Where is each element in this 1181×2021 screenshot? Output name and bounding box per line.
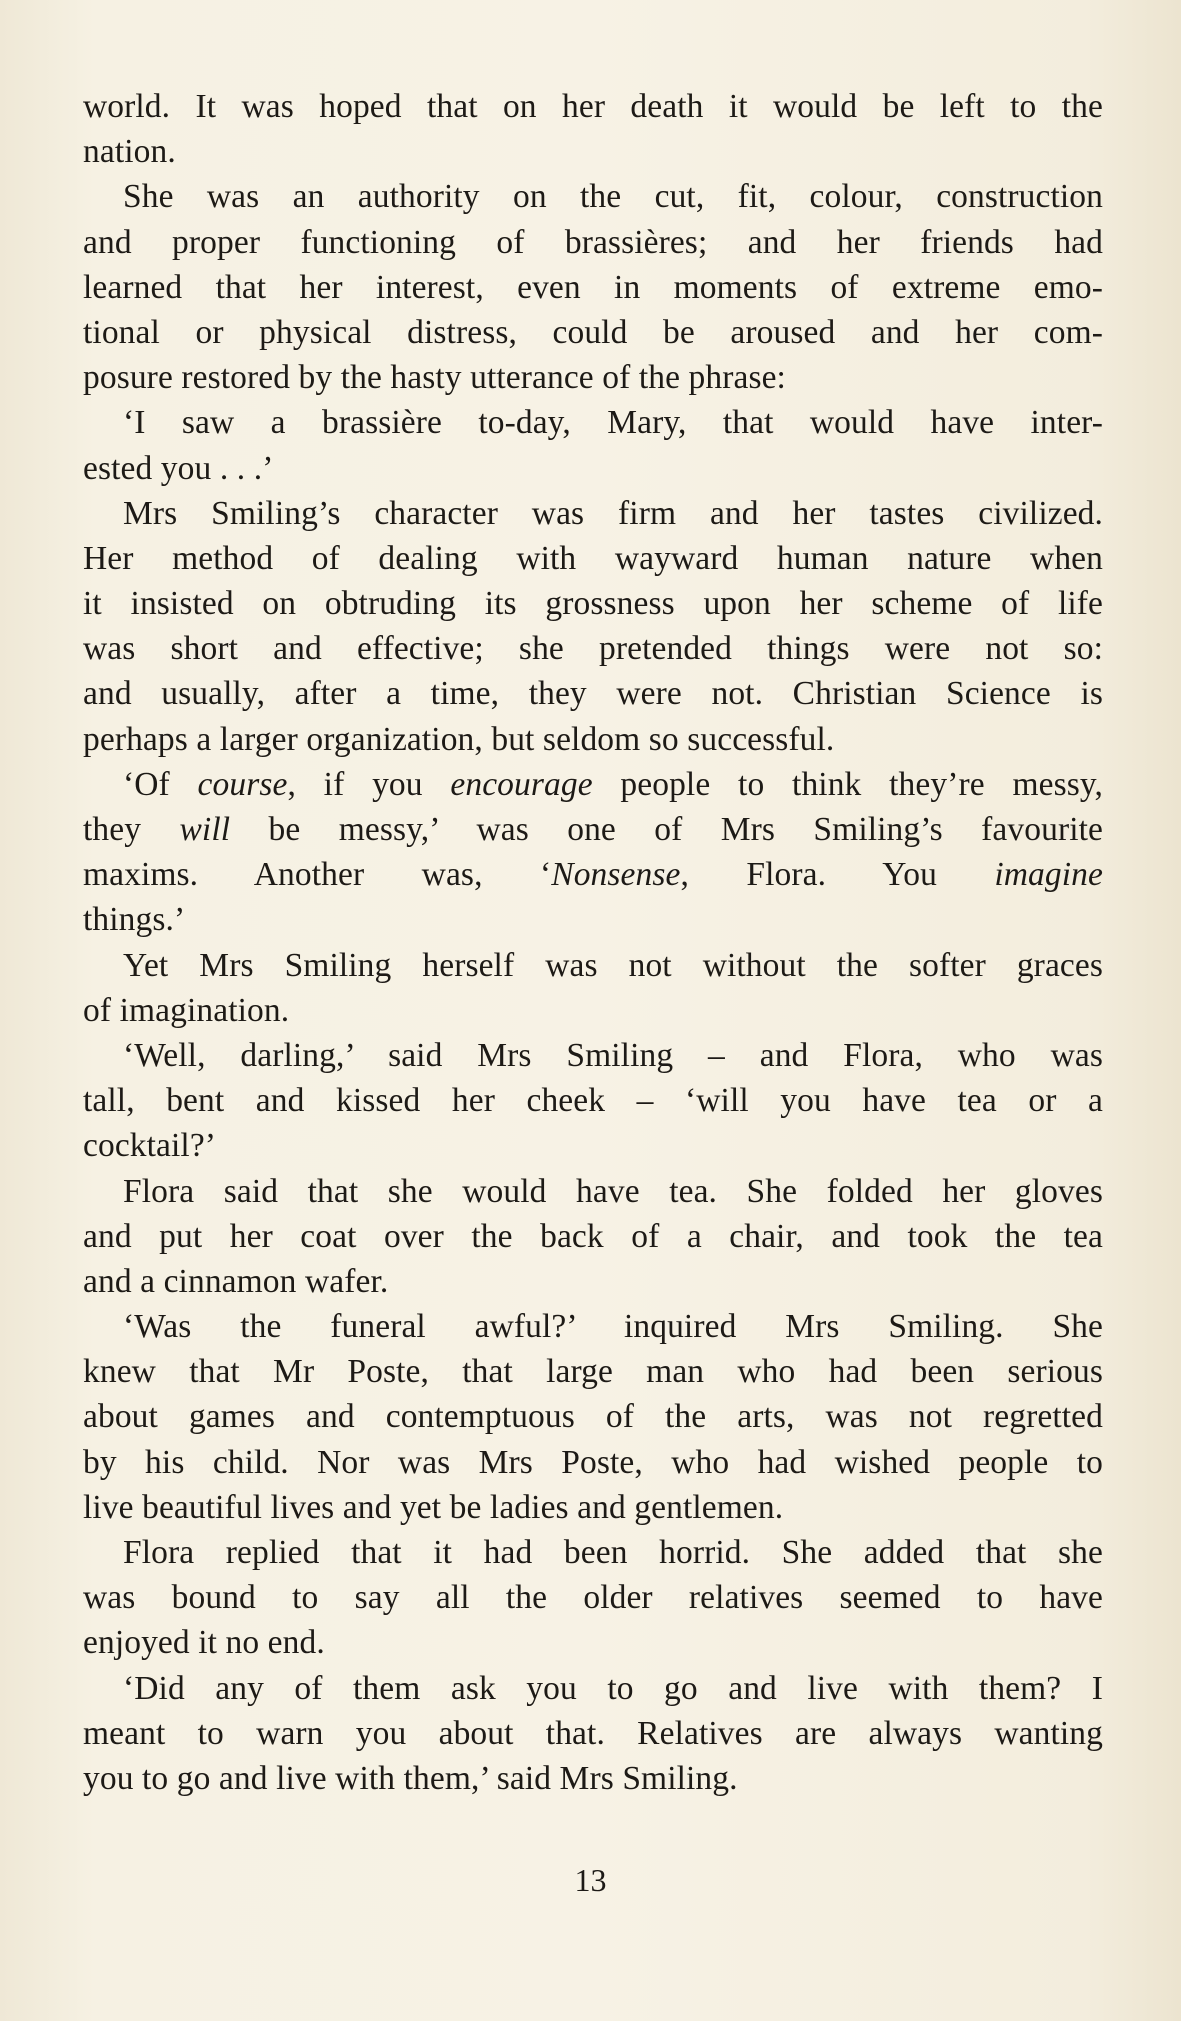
text-line: posure restored by the hasty utterance of the phrase: <box>83 359 786 397</box>
text-line: tional or physical distress, could be aroused and her com- <box>83 313 1103 351</box>
text-line: tall, bent and kissed her cheek – ‘will you have tea or a <box>83 1082 1103 1120</box>
text-line: by his child. Nor was Mrs Poste, who had wished people to <box>83 1443 1103 1481</box>
text-line: Flora replied that it had been horrid. She added that she <box>123 1534 1103 1571</box>
text-line: meant to warn you about that. Relatives are always wanting <box>83 1714 1103 1752</box>
text-line: was short and effective; she pretended things were not so: <box>83 630 1103 668</box>
text-line: ‘I saw a brassière to-day, Mary, that would have inter- <box>123 404 1103 442</box>
text-line: cocktail?’ <box>83 1127 217 1165</box>
text-line: and a cinnamon wafer. <box>83 1262 389 1300</box>
text-line: knew that Mr Poste, that large man who had been serious <box>83 1353 1103 1391</box>
text-line: about games and contemptuous of the arts, was not regretted <box>83 1398 1103 1436</box>
text-line: world. It was hoped that on her death it would be left to the <box>83 88 1103 125</box>
text-line: ested you . . .’ <box>83 449 274 487</box>
text-line: ‘Did any of them ask you to go and live with them? I <box>123 1669 1103 1707</box>
text-line: you to go and live with them,’ said Mrs Smiling. <box>83 1759 738 1797</box>
text-line: learned that her interest, even in moments of extreme emo- <box>83 268 1103 306</box>
text-line: perhaps a larger organization, but seldom so successful. <box>83 720 835 758</box>
text-line: Mrs Smiling’s character was firm and her tastes civilized. <box>123 494 1103 532</box>
text-line: and usually, after a time, they were not. Christian Science is <box>83 675 1103 713</box>
text-line: nation. <box>83 133 176 171</box>
text-line: enjoyed it no end. <box>83 1624 325 1662</box>
text-line: maxims. Another was, ‘Nonsense, Flora. You imagine <box>83 856 1103 894</box>
text-line: was bound to say all the older relatives seemed to have <box>83 1579 1103 1617</box>
text-line: they will be messy,’ was one of Mrs Smiling’s favourite <box>83 811 1103 848</box>
emphasis: Nonsense <box>551 856 681 894</box>
text-lines-bottom <box>83 897 1103 1801</box>
text-line: ‘Well, darling,’ said Mrs Smiling – and Flora, who was <box>123 1036 1103 1074</box>
body-text <box>83 84 1103 1801</box>
text-line: and proper functioning of brassières; and her friends had <box>83 223 1103 261</box>
text-line: ‘Was the funeral awful?’ inquired Mrs Smiling. She <box>123 1308 1103 1346</box>
text-line: ‘Of course, if you encourage people to think they’re messy, <box>123 765 1103 803</box>
text-line: of imagination. <box>83 991 290 1029</box>
emphasis: will <box>179 811 231 848</box>
emphasis: course <box>197 765 288 803</box>
emphasis: imagine <box>994 856 1103 894</box>
page-number: 13 <box>574 1862 607 1898</box>
emphasis: encourage <box>450 765 593 803</box>
text-line: live beautiful lives and yet be ladies and gentlemen. <box>83 1488 784 1526</box>
text-line: Her method of dealing with wayward human nature when <box>83 539 1103 577</box>
text-line: Yet Mrs Smiling herself was not without the softer graces <box>123 946 1103 984</box>
text-line: it insisted on obtruding its grossness upon her scheme of life <box>83 585 1103 623</box>
text-lines-top <box>83 84 1103 762</box>
text-line: She was an authority on the cut, fit, colour, construction <box>123 178 1103 216</box>
text-line: and put her coat over the back of a chair, and took the tea <box>83 1217 1103 1255</box>
text-line: Flora said that she would have tea. She folded her gloves <box>123 1172 1103 1210</box>
text-line: things.’ <box>83 901 186 939</box>
